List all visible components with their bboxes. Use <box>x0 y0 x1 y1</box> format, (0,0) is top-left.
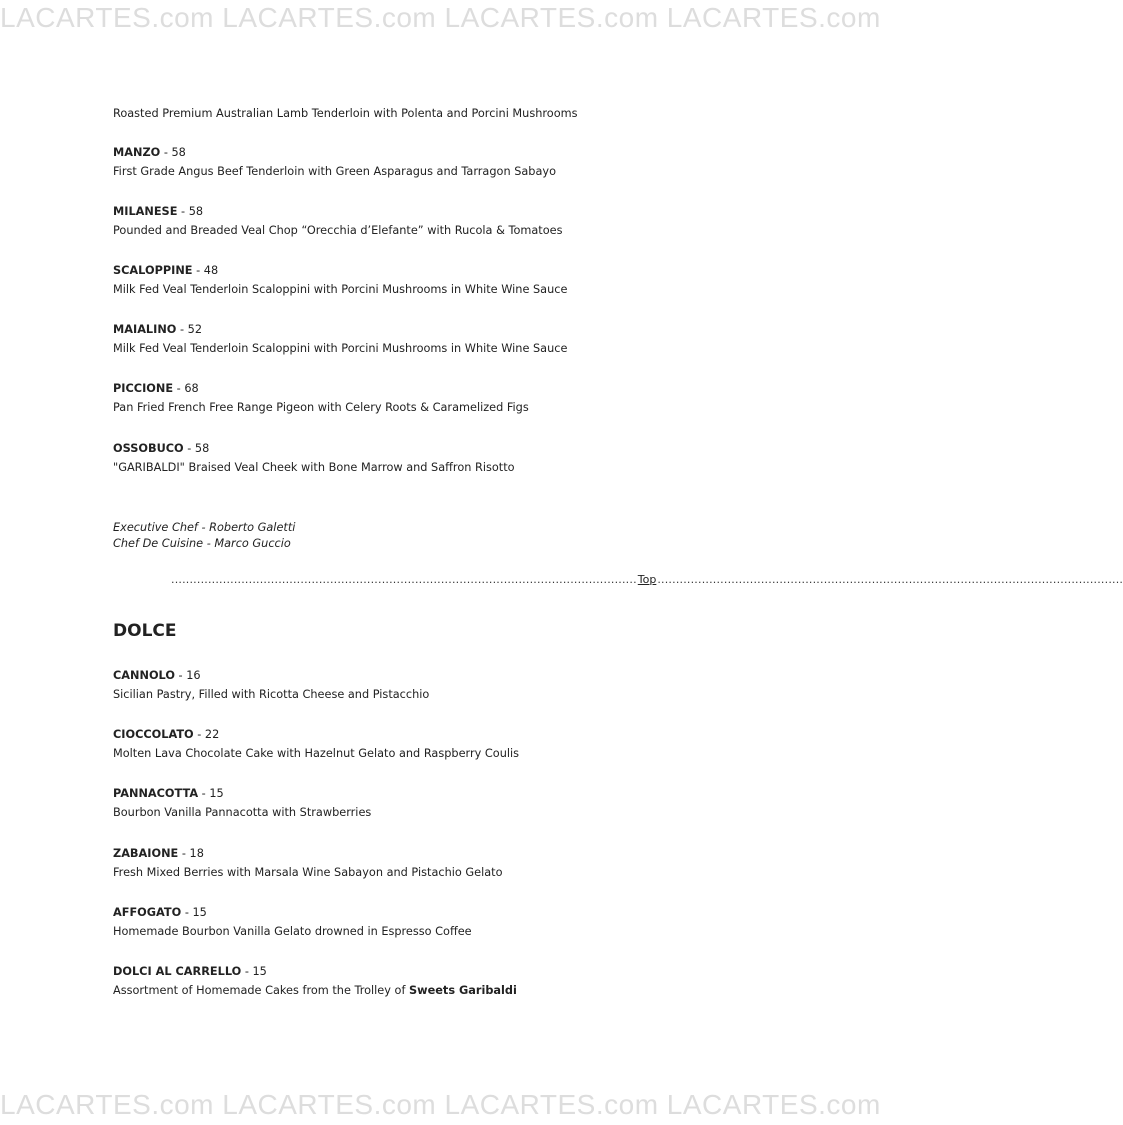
executive-chef-credit: Executive Chef - Roberto Galetti <box>113 521 296 534</box>
item-description: Bourbon Vanilla Pannacotta with Strawberries <box>113 806 372 819</box>
section-title-dolce: DOLCE <box>113 621 177 641</box>
price-separator: - <box>183 442 195 455</box>
item-name: PANNACOTTA <box>113 787 199 800</box>
menu-item-manzo <box>113 143 556 181</box>
price-separator: - <box>198 787 210 800</box>
item-description-text: Assortment of Homemade Cakes from the Trolley of <box>113 984 410 997</box>
price-separator: - <box>193 728 205 741</box>
item-price: 68 <box>184 382 199 395</box>
item-description: First Grade Angus Beef Tenderloin with Green Asparagus and Tarragon Sabayo <box>113 165 556 178</box>
item-description: Pounded and Breaded Veal Chop “Orecchia d’Elefante” with Rucola & Tomatoes <box>113 224 563 237</box>
item-name: DOLCI AL CARRELLO <box>113 965 242 978</box>
back-to-top-link[interactable]: Top <box>637 573 657 586</box>
item-price: 15 <box>252 965 267 978</box>
item-description: Molten Lava Chocolate Cake with Hazelnut Gelato and Raspberry Coulis <box>113 747 520 760</box>
item-description: "GARIBALDI" Braised Veal Cheek with Bone Marrow and Saffron Risotto <box>113 461 515 474</box>
item-price: 22 <box>204 728 220 741</box>
item-price: 58 <box>194 442 210 455</box>
item-description: Milk Fed Veal Tenderloin Scaloppini with Porcini Mushrooms in White Wine Sauce <box>113 283 568 296</box>
chef-credits <box>113 520 295 552</box>
dotted-leader-left: .............................................................................................................................. <box>171 573 637 586</box>
menu-item-milanese <box>113 202 562 240</box>
menu-item-piccione <box>113 379 529 417</box>
price-separator: - <box>176 323 188 336</box>
item-price: 58 <box>171 146 186 159</box>
watermark-bottom: LACARTES.com LACARTES.com LACARTES.com LACARTES.com <box>0 1089 881 1120</box>
intro-description: Roasted Premium Australian Lamb Tenderloin with Polenta and Porcini Mushrooms <box>113 107 578 120</box>
price-separator: - <box>173 382 185 395</box>
menu-item-ossobuco <box>113 439 515 477</box>
menu-item-pannacotta <box>113 784 371 822</box>
item-price: 18 <box>189 847 204 860</box>
item-description: Pan Fried French Free Range Pigeon with Celery Roots & Caramelized Figs <box>113 401 529 414</box>
price-separator: - <box>174 669 187 682</box>
item-description: Sicilian Pastry, Filled with Ricotta Cheese and Pistacchio <box>113 688 430 701</box>
menu-item-scaloppine <box>113 261 567 299</box>
item-name: ZABAIONE <box>113 847 179 860</box>
item-price: 52 <box>187 323 203 336</box>
menu-item-zabaione <box>113 844 502 882</box>
item-name: PICCIONE <box>113 382 174 395</box>
price-separator: - <box>192 264 204 277</box>
item-name: CIOCCOLATO <box>113 728 194 741</box>
menu-item-maialino <box>113 320 567 358</box>
price-separator: - <box>178 847 190 860</box>
item-price: 48 <box>203 264 219 277</box>
item-price: 16 <box>186 669 201 682</box>
item-name: SCALOPPINE <box>113 264 193 277</box>
watermark-top: LACARTES.com LACARTES.com LACARTES.com LACARTES.com <box>0 2 881 33</box>
item-name: CANNOLO <box>113 669 175 682</box>
item-price: 15 <box>192 906 207 919</box>
price-separator: - <box>177 205 189 218</box>
item-name: OSSOBUCO <box>113 442 184 455</box>
item-description-emphasis: Sweets Garibaldi <box>409 984 517 997</box>
item-description: Fresh Mixed Berries with Marsala Wine Sabayon and Pistachio Gelato <box>113 866 503 879</box>
menu-item-affogato <box>113 903 472 941</box>
item-price: 15 <box>209 787 224 800</box>
menu-item-cioccolato <box>113 725 519 763</box>
item-name: MAIALINO <box>113 323 177 336</box>
menu-item-dolci-al-carrello <box>113 962 517 1000</box>
item-description: Milk Fed Veal Tenderloin Scaloppini with Porcini Mushrooms in White Wine Sauce <box>113 342 568 355</box>
item-price: 58 <box>188 205 204 218</box>
menu-item-cannolo <box>113 666 429 704</box>
back-to-top-row <box>171 570 1123 589</box>
item-name: MANZO <box>113 146 161 159</box>
item-description <box>113 981 517 1000</box>
item-description: Homemade Bourbon Vanilla Gelato drowned in Espresso Coffee <box>113 925 472 938</box>
price-separator: - <box>241 965 253 978</box>
price-separator: - <box>181 906 193 919</box>
item-name: MILANESE <box>113 205 178 218</box>
item-name: AFFOGATO <box>113 906 182 919</box>
chef-de-cuisine-credit: Chef De Cuisine - Marco Guccio <box>113 537 291 550</box>
dotted-leader-right: .............................................................................................................................. <box>657 573 1123 586</box>
price-separator: - <box>160 146 172 159</box>
